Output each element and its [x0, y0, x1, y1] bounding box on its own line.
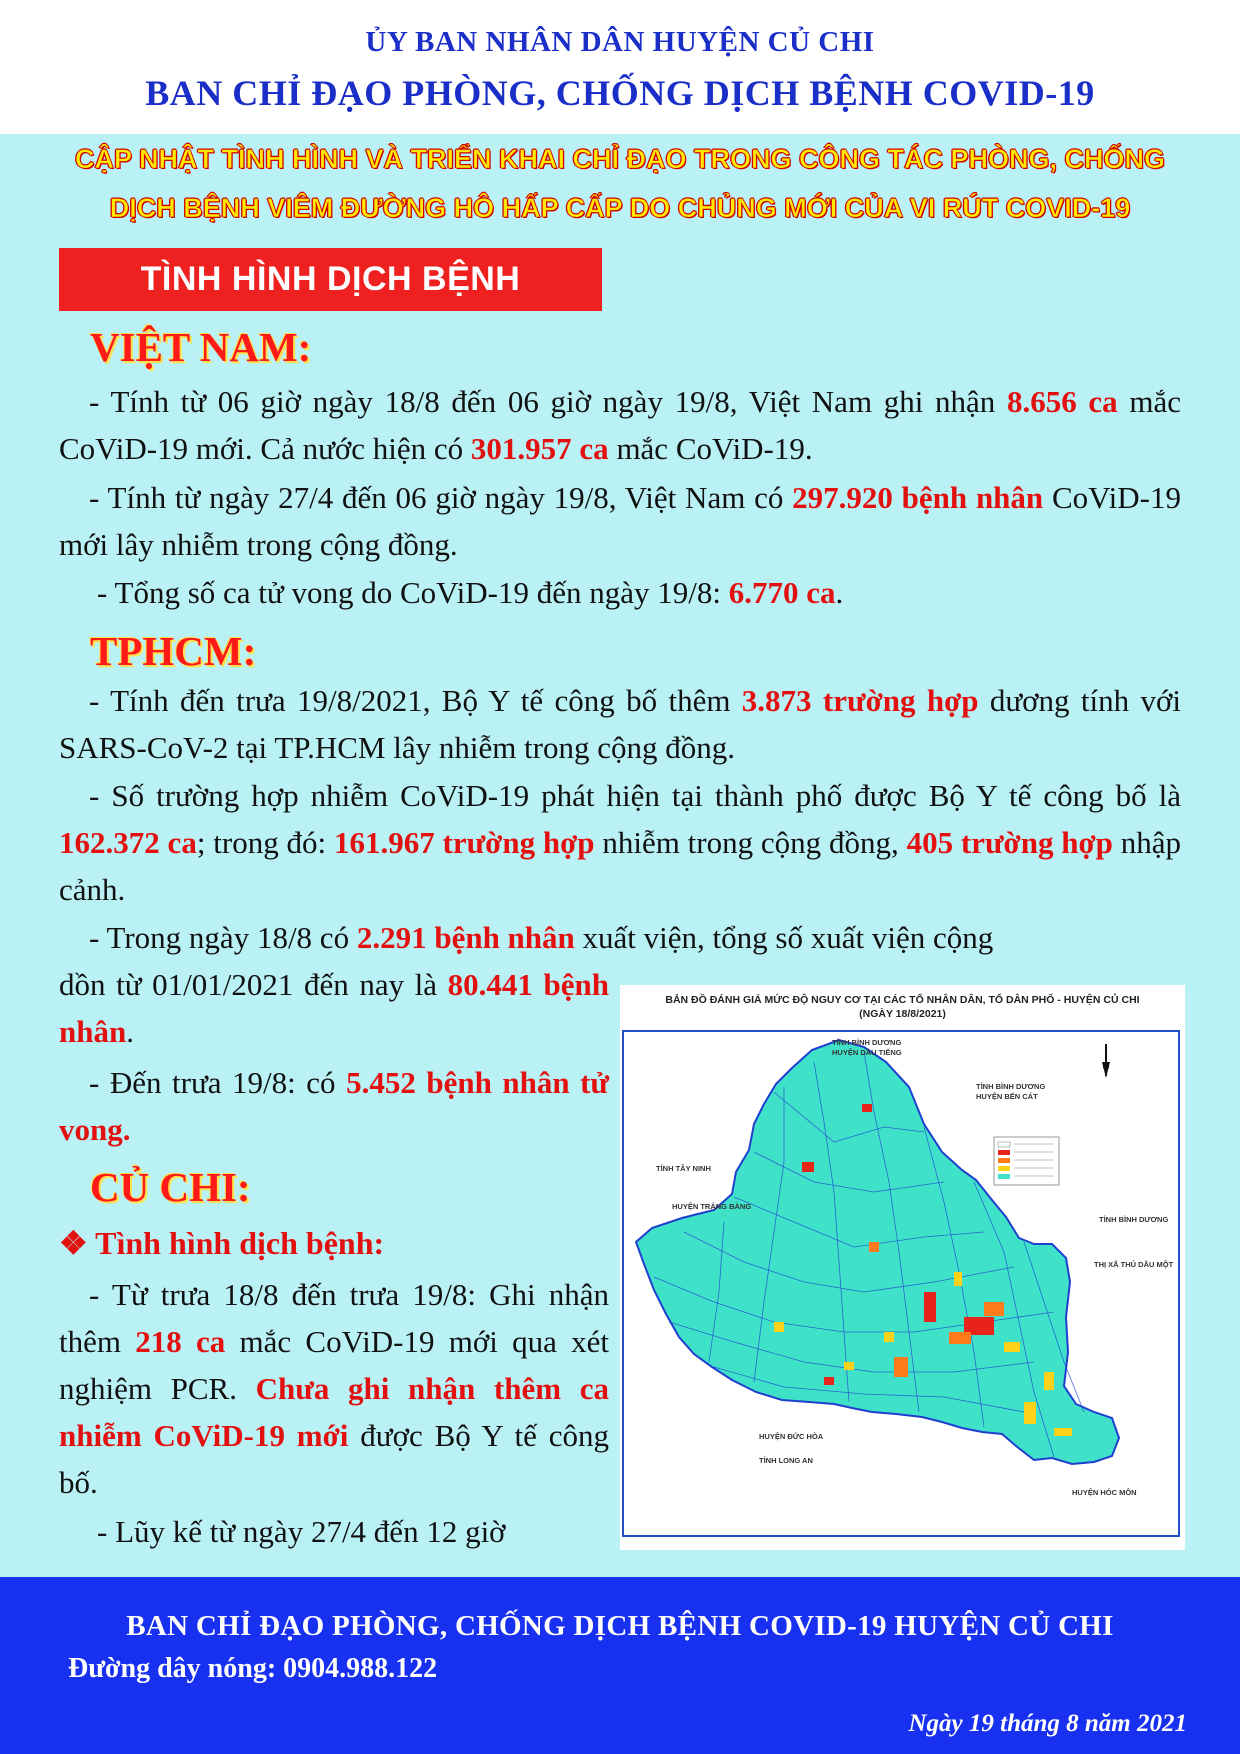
header-committee: BAN CHỈ ĐẠO PHÒNG, CHỐNG DỊCH BỆNH COVID-19: [145, 73, 1095, 113]
map-label-ben-cat: HUYỆN BẾN CÁT: [976, 1092, 1038, 1101]
map-label-binh-duong-east-2: TỈNH BÌNH DƯƠNG: [1099, 1215, 1169, 1224]
section-banner: [59, 248, 602, 311]
header: [0, 0, 1240, 134]
map-label-hoc-mon: HUYỆN HÓC MÔN: [1072, 1488, 1137, 1497]
map-label-binh-duong-north: TỈNH BÌNH DƯƠNG: [832, 1038, 902, 1047]
vietnam-paragraph-3: - Tổng số ca tử vong do CoViD-19 đến ngày 19/8: 6.770 ca.: [97, 575, 844, 610]
map-label-binh-duong-east-1: TỈNH BÌNH DƯƠNG: [976, 1082, 1046, 1091]
cuchi-paragraph-1: - Từ trưa 18/8 đến trưa 19/8: Ghi nhận thêm 218 ca mắc CoViD-19 mới qua xét nghiệm PCR. Chưa ghi nhận thêm ca nhiễm CoViD-19 mới được Bộ Y tế công bố.: [59, 1277, 609, 1500]
map-label-trang-bang: HUYỆN TRẢNG BÀNG: [672, 1202, 752, 1211]
map-legend: [994, 1137, 1059, 1185]
subtitle-line-1: CẬP NHẬT TÌNH HÌNH VÀ TRIỂN KHAI CHỈ ĐẠO TRONG CÔNG TÁC PHÒNG, CHỐNG: [74, 144, 1165, 174]
footer-committee: BAN CHỈ ĐẠO PHÒNG, CHỐNG DỊCH BỆNH COVID-19 HUYỆN CỦ CHI: [126, 1610, 1114, 1642]
footer: [0, 1577, 1240, 1754]
cuchi-subheading: [59, 1224, 384, 1262]
vietnam-paragraph-1: - Tính từ 06 giờ ngày 18/8 đến 06 giờ ngày 19/8, Việt Nam ghi nhận 8.656 ca mắc CoViD-19 mới. Cả nước hiện có 301.957 ca mắc CoViD-19.: [59, 384, 1182, 466]
heading-cuchi: CỦ CHI:: [90, 1164, 251, 1210]
tphcm-paragraph-3-line-2: dồn từ 01/01/2021 đến nay là 80.441 bệnh nhân.: [59, 967, 610, 1049]
map-label-dau-tieng: HUYỆN DẦU TIẾNG: [832, 1048, 902, 1057]
tphcm-paragraph-4: - Đến trưa 19/8: có 5.452 bệnh nhân tử vong.: [59, 1065, 610, 1147]
subtitle-line-2: DỊCH BỆNH VIÊM ĐƯỜNG HÔ HẤP CẤP DO CHỦNG MỚI CỦA VI RÚT COVID-19: [109, 193, 1131, 223]
footer-date: Ngày 19 tháng 8 năm 2021: [908, 1710, 1187, 1737]
cuchi-paragraph-2: - Lũy kế từ ngày 27/4 đến 12 giờ: [97, 1514, 506, 1549]
tphcm-paragraph-3-line-1: - Trong ngày 18/8 có 2.291 bệnh nhân xuất viện, tổng số xuất viện cộng: [89, 920, 994, 955]
map-drawing: [624, 1032, 1178, 1535]
section-banner-label: TÌNH HÌNH DỊCH BỆNH: [140, 260, 521, 298]
header-organization: ỦY BAN NHÂN DÂN HUYỆN CỦ CHI: [365, 26, 875, 58]
map-label-tay-ninh: TỈNH TÂY NINH: [656, 1164, 711, 1173]
vietnam-paragraph-2: - Tính từ ngày 27/4 đến 06 giờ ngày 19/8, Việt Nam có 297.920 bệnh nhân CoViD-19 mới lây nhiễm trong cộng đồng.: [59, 480, 1181, 562]
compass-icon: [1102, 1044, 1110, 1078]
heading-tphcm: TPHCM:: [90, 628, 257, 674]
risk-map: [620, 985, 1185, 1550]
footer-hotline: Đường dây nóng: 0904.988.122: [68, 1653, 438, 1684]
map-frame: [622, 1030, 1180, 1537]
diamond-bullet-icon: ❖: [59, 1225, 88, 1261]
map-label-thu-dau-mot: THỊ XÃ THỦ DẦU MỘT: [1094, 1260, 1174, 1269]
cuchi-subheading-label: Tình hình dịch bệnh:: [95, 1225, 385, 1261]
heading-vietnam: VIỆT NAM:: [90, 324, 312, 370]
tphcm-paragraph-2: - Số trường hợp nhiễm CoViD-19 phát hiện tại thành phố được Bộ Y tế công bố là 162.372 ca; trong đó: 161.967 trường hợp nhiễm trong cộng đồng, 405 trường hợp nhập cảnh.: [59, 778, 1182, 907]
map-label-long-an: TỈNH LONG AN: [759, 1456, 813, 1465]
map-label-duc-hoa: HUYỆN ĐỨC HÒA: [759, 1432, 824, 1441]
map-title: BẢN ĐỒ ĐÁNH GIÁ MỨC ĐỘ NGUY CƠ TẠI CÁC TỔ NHÂN DÂN, TỔ DÂN PHỐ - HUYỆN CỦ CHI (NGÀY 18/8/2021): [665, 994, 1140, 1020]
tphcm-paragraph-1: - Tính đến trưa 19/8/2021, Bộ Y tế công bố thêm 3.873 trường hợp dương tính với SARS-CoV-2 tại TP.HCM lây nhiễm trong cộng đồng.: [59, 683, 1181, 765]
